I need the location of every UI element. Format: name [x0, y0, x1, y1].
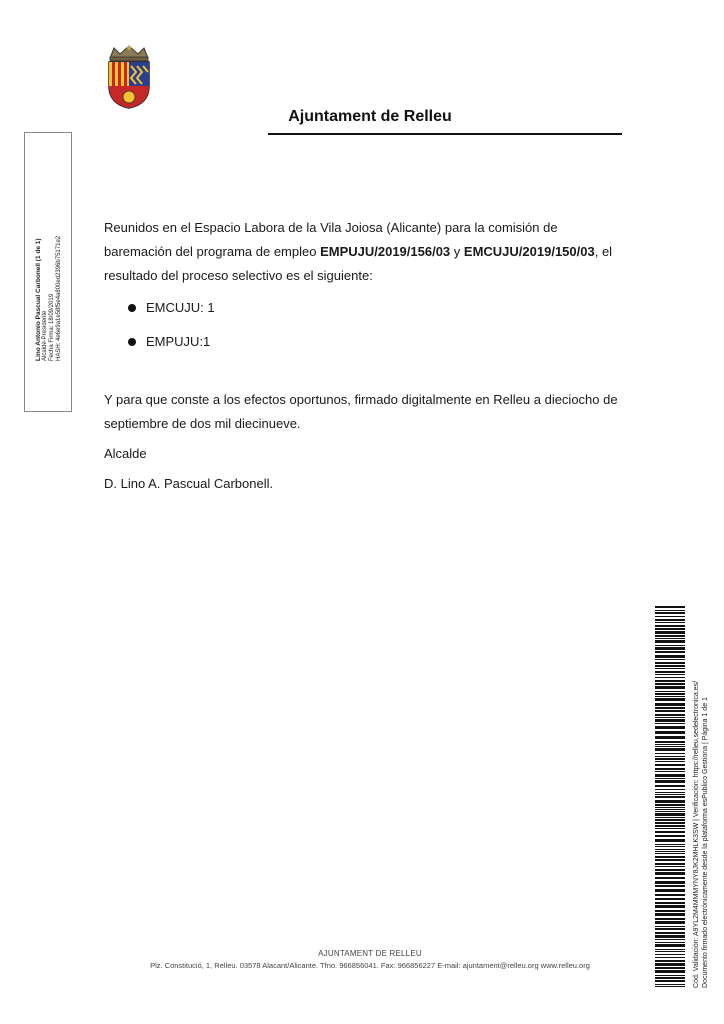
barcode-bar	[655, 645, 685, 646]
barcode-bar	[655, 680, 685, 682]
barcode-bar	[655, 785, 685, 787]
validation-line-1: Cód. Validación: A9YL2M4MMMYNY8JK2MHLK3SW | Verificación: https://relleu.sedelectronica.es/	[693, 680, 700, 988]
barcode-bar	[655, 714, 685, 716]
list-item-text: EMCUJU: 1	[146, 300, 215, 315]
barcode-bar	[655, 748, 685, 751]
barcode-bar	[655, 647, 685, 650]
barcode-bar	[655, 691, 685, 692]
barcode-bar	[655, 977, 685, 979]
barcode-bar	[655, 707, 685, 709]
barcode-bar	[655, 723, 685, 724]
barcode-bar	[655, 851, 685, 852]
barcode-bar	[655, 677, 685, 678]
barcode-bar	[655, 975, 685, 976]
barcode-bar	[655, 761, 685, 762]
barcode-bar	[655, 910, 685, 912]
barcode-bar	[655, 811, 685, 812]
barcode-bar	[655, 949, 685, 950]
barcode-bar	[655, 944, 685, 947]
barcode-bar	[655, 963, 685, 966]
bullet-icon	[128, 338, 136, 346]
page-footer	[100, 948, 640, 972]
list-item-text: EMPUJU:1	[146, 334, 211, 349]
results-list	[104, 296, 624, 364]
barcode-bar	[655, 849, 685, 850]
barcode-bar	[655, 774, 685, 777]
barcode-bar	[655, 928, 685, 930]
barcode-bar	[655, 831, 685, 833]
barcode-bar	[655, 957, 685, 958]
barcode-bar	[655, 662, 685, 664]
barcode-bar	[655, 828, 685, 829]
list-item	[104, 330, 624, 364]
bullet-icon	[128, 304, 136, 312]
barcode-bar	[655, 665, 685, 667]
signature-stamp-text	[35, 101, 63, 361]
barcode-bar	[655, 804, 685, 806]
program-code-1: EMPUJU/2019/156/03	[320, 244, 451, 259]
barcode-bar	[655, 698, 685, 701]
barcode-bar	[655, 744, 685, 745]
barcode-bar	[655, 731, 685, 734]
barcode-bar	[655, 736, 685, 739]
barcode-bar	[655, 789, 685, 790]
barcode-bar	[655, 819, 685, 821]
validation-text	[692, 608, 710, 988]
barcode-bar	[655, 813, 685, 816]
barcode-bar	[655, 980, 685, 982]
header-rule	[268, 133, 622, 135]
barcode-bar	[655, 659, 685, 660]
barcode-bar	[655, 817, 685, 818]
barcode-bar	[655, 794, 685, 795]
barcode-bar	[655, 771, 685, 772]
barcode-bar	[655, 866, 685, 867]
barcode-bar	[655, 753, 685, 754]
barcode-bar	[655, 683, 685, 685]
barcode-bar	[655, 726, 685, 729]
barcode-bar	[655, 835, 685, 837]
barcode-bar	[655, 693, 685, 695]
barcode-bar	[655, 905, 685, 908]
barcode-bar	[655, 640, 685, 643]
barcode-bar	[655, 967, 685, 969]
intro-paragraph	[104, 216, 624, 288]
barcode-bar	[655, 902, 685, 904]
barcode-bar	[655, 764, 685, 766]
list-item	[104, 296, 624, 330]
barcode-bar	[655, 889, 685, 892]
barcode-bar	[655, 778, 685, 779]
barcode-bar	[655, 894, 685, 896]
coat-of-arms-icon	[104, 44, 154, 110]
barcode-bar	[655, 612, 685, 614]
barcode-bar	[655, 616, 685, 617]
barcode-bar	[655, 655, 685, 658]
barcode-bar	[655, 986, 685, 987]
barcode-bar	[655, 885, 685, 887]
barcode-icon	[655, 606, 685, 988]
barcode-bar	[655, 935, 685, 938]
barcode-bar	[655, 719, 685, 722]
barcode-bar	[655, 622, 685, 623]
barcode-bar	[655, 628, 685, 630]
barcode-bar	[655, 839, 685, 842]
barcode-bar	[655, 746, 685, 747]
validation-line-2: Documento firmado electrónicamente desde la plataforma esPublico Gestiona | Página 1 de 1	[702, 697, 709, 988]
barcode-bar	[655, 625, 685, 627]
barcode-bar	[655, 846, 685, 847]
barcode-bar	[655, 863, 685, 865]
document-body	[104, 216, 624, 496]
barcode-bar	[655, 951, 685, 952]
intro-text-end: , el resultado del proceso selectivo es el siguiente:	[104, 244, 613, 283]
barcode-bar	[655, 717, 685, 718]
barcode-bar	[655, 869, 685, 871]
barcode-bar	[655, 809, 685, 810]
barcode-bar	[655, 942, 685, 943]
barcode-bar	[655, 756, 685, 757]
program-code-2: EMCUJU/2019/150/03	[463, 244, 595, 259]
signer-role: Alcalde	[104, 446, 147, 461]
barcode-bar	[655, 619, 685, 621]
barcode-bar	[655, 825, 685, 827]
barcode-bar	[655, 635, 685, 637]
barcode-bar	[655, 631, 685, 634]
intro-text-mid: y	[450, 244, 464, 259]
barcode-bar	[655, 686, 685, 689]
barcode-bar	[655, 674, 685, 675]
barcode-bar	[655, 898, 685, 900]
barcode-bar	[655, 651, 685, 653]
barcode-bar	[655, 921, 685, 924]
barcode-bar	[655, 792, 685, 793]
barcode-bar	[655, 954, 685, 955]
barcode-bar	[655, 939, 685, 940]
barcode-bar	[655, 822, 685, 824]
barcode-bar	[655, 638, 685, 639]
barcode-bar	[655, 877, 685, 879]
signature-stamp	[24, 132, 72, 412]
barcode-bar	[655, 960, 685, 962]
barcode-bar	[655, 913, 685, 916]
stamp-signer: Lino Antonio Pascual Carbonell (1 de 1)	[35, 238, 42, 361]
barcode-bar	[655, 918, 685, 920]
barcode-bar	[655, 856, 685, 858]
barcode-bar	[655, 844, 685, 845]
organization-title: Ajuntament de Relleu	[288, 108, 452, 125]
barcode-bar	[655, 758, 685, 760]
barcode-bar	[655, 859, 685, 861]
barcode-bar	[655, 668, 685, 669]
barcode-bar	[655, 970, 685, 973]
barcode-bar	[655, 606, 685, 608]
barcode-bar	[655, 710, 685, 712]
barcode-bar	[655, 984, 685, 985]
barcode-bar	[655, 610, 685, 611]
closing-paragraph: Y para que conste a los efectos oportunos, firmado digitalmente en Relleu a dieciocho de septiembre de dos mil diecinueve.	[104, 392, 618, 431]
barcode-bar	[655, 741, 685, 743]
footer-org-name: AJUNTAMENT DE RELLEU	[318, 949, 422, 958]
barcode-bar	[655, 768, 685, 770]
barcode-bar	[655, 932, 685, 934]
barcode-bar	[655, 800, 685, 803]
barcode-bar	[655, 926, 685, 927]
barcode-bar	[655, 796, 685, 798]
signer-name: D. Lino A. Pascual Carbonell.	[104, 476, 274, 491]
barcode-bar	[655, 881, 685, 884]
intro-text-start: Reunidos en el Espacio Labora de la Vila Joiosa (Alicante) para la comisión de baremación del programa de empleo	[104, 220, 558, 259]
barcode-bar	[655, 696, 685, 697]
barcode-bar	[655, 703, 685, 706]
stamp-hash: HASH: 4e6e9a1e58f5e4a800ed2396b75171e2	[56, 235, 62, 361]
footer-address: Plz. Constitució, 1, Relleu. 03578 Alacant/Alicante. Tfno. 966856041. Fax: 966856227 E-mail: ajuntament@relleu.org www.relleu.org	[150, 961, 590, 970]
barcode-bar	[655, 780, 685, 783]
barcode-bar	[655, 807, 685, 808]
stamp-date: Fecha Firma: 18/09/2019	[49, 293, 55, 361]
barcode-bar	[655, 671, 685, 673]
stamp-role: Alcalde-Presidente	[42, 310, 48, 361]
barcode-bar	[655, 853, 685, 854]
barcode-bar	[655, 872, 685, 875]
